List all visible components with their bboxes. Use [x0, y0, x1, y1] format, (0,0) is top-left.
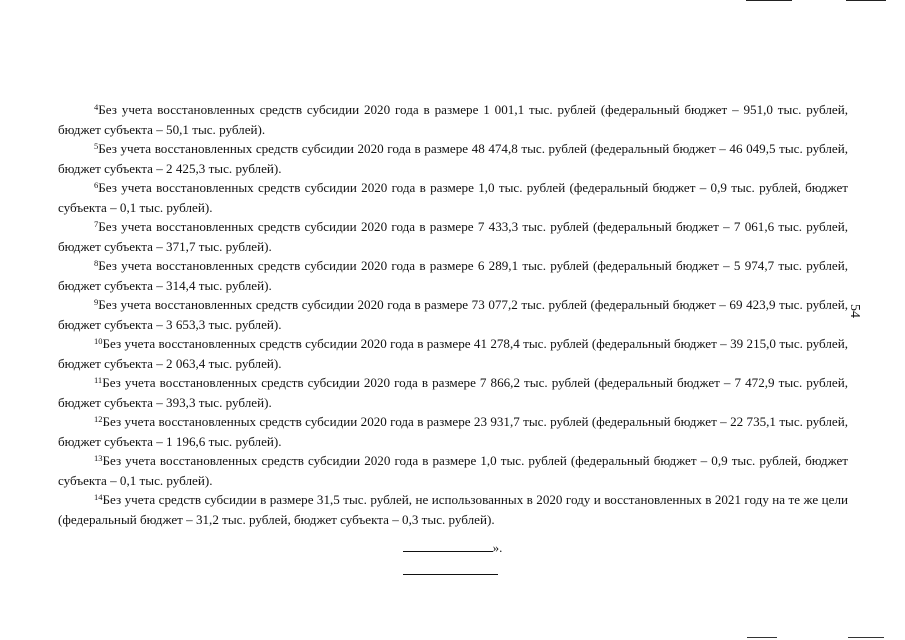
- footnote: [58, 217, 848, 256]
- page-number: 54: [847, 304, 862, 318]
- footnote-number: 14: [94, 492, 103, 502]
- bottom-rule-left: [747, 637, 777, 638]
- footnote-text: Без учета средств субсидии в размере 31,5 тыс. рублей, не использованных в 2020 году и восстановленных в 2021 году на те же цели (федеральный бюджет – 31,2 тыс. рублей, бюджет субъекта – 0,3 тыс. рублей).: [58, 492, 848, 527]
- closing-quote: ».: [492, 540, 503, 555]
- closing-line: [0, 540, 905, 556]
- footnote: [58, 139, 848, 178]
- footnote-text: Без учета восстановленных средств субсидии 2020 года в размере 6 289,1 тыс. рублей (федеральный бюджет – 5 974,7 тыс. рублей, бюджет субъекта – 314,4 тыс. рублей).: [58, 258, 848, 293]
- footnote-number: 5: [94, 141, 99, 151]
- footnote: [58, 373, 848, 412]
- footnote: [58, 256, 848, 295]
- top-rule-right: [846, 0, 886, 1]
- footnote-text: Без учета восстановленных средств субсидии 2020 года в размере 41 278,4 тыс. рублей (федеральный бюджет – 39 215,0 тыс. рублей, бюджет субъекта – 2 063,4 тыс. рублей).: [58, 336, 848, 371]
- footnote: [58, 100, 848, 139]
- footnote-number: 9: [94, 297, 99, 307]
- footnote-text: Без учета восстановленных средств субсидии 2020 года в размере 23 931,7 тыс. рублей (федеральный бюджет – 22 735,1 тыс. рублей, бюджет субъекта – 1 196,6 тыс. рублей).: [58, 414, 848, 449]
- footnote: [58, 412, 848, 451]
- footnote: [58, 178, 848, 217]
- footnote-number: 13: [94, 453, 103, 463]
- footnote-text: Без учета восстановленных средств субсидии 2020 года в размере 7 433,3 тыс. рублей (федеральный бюджет – 7 061,6 тыс. рублей, бюджет субъекта – 371,7 тыс. рублей).: [58, 219, 848, 254]
- footnote-number: 10: [94, 336, 103, 346]
- footnote: [58, 451, 848, 490]
- footnote-text: Без учета восстановленных средств субсидии 2020 года в размере 73 077,2 тыс. рублей (федеральный бюджет – 69 423,9 тыс. рублей, бюджет субъекта – 3 653,3 тыс. рублей).: [58, 297, 848, 332]
- end-separator-line: [403, 574, 498, 575]
- footnote-number: 8: [94, 258, 99, 268]
- footnote: [58, 490, 848, 529]
- footnote-number: 7: [94, 219, 99, 229]
- footnote-number: 12: [94, 414, 103, 424]
- bottom-rule-right: [848, 637, 884, 638]
- footnote-number: 6: [94, 180, 99, 190]
- footnote-text: Без учета восстановленных средств субсидии 2020 года в размере 1,0 тыс. рублей (федеральный бюджет – 0,9 тыс. рублей, бюджет субъекта – 0,1 тыс. рублей).: [58, 453, 848, 488]
- footnote-text: Без учета восстановленных средств субсидии 2020 года в размере 1,0 тыс. рублей (федеральный бюджет – 0,9 тыс. рублей, бюджет субъекта – 0,1 тыс. рублей).: [58, 180, 848, 215]
- footnote-text: Без учета восстановленных средств субсидии 2020 года в размере 7 866,2 тыс. рублей (федеральный бюджет – 7 472,9 тыс. рублей, бюджет субъекта – 393,3 тыс. рублей).: [58, 375, 848, 410]
- blank-underline: [403, 540, 493, 552]
- top-rule-left: [746, 0, 792, 1]
- footnote: [58, 295, 848, 334]
- footnote-text: Без учета восстановленных средств субсидии 2020 года в размере 48 474,8 тыс. рублей (федеральный бюджет – 46 049,5 тыс. рублей, бюджет субъекта – 2 425,3 тыс. рублей).: [58, 141, 848, 176]
- footnotes-list: [58, 100, 848, 529]
- footnote-text: Без учета восстановленных средств субсидии 2020 года в размере 1 001,1 тыс. рублей (федеральный бюджет – 951,0 тыс. рублей, бюджет субъекта – 50,1 тыс. рублей).: [58, 102, 848, 137]
- footnote: [58, 334, 848, 373]
- footnote-number: 11: [94, 375, 103, 385]
- footnote-number: 4: [94, 102, 99, 112]
